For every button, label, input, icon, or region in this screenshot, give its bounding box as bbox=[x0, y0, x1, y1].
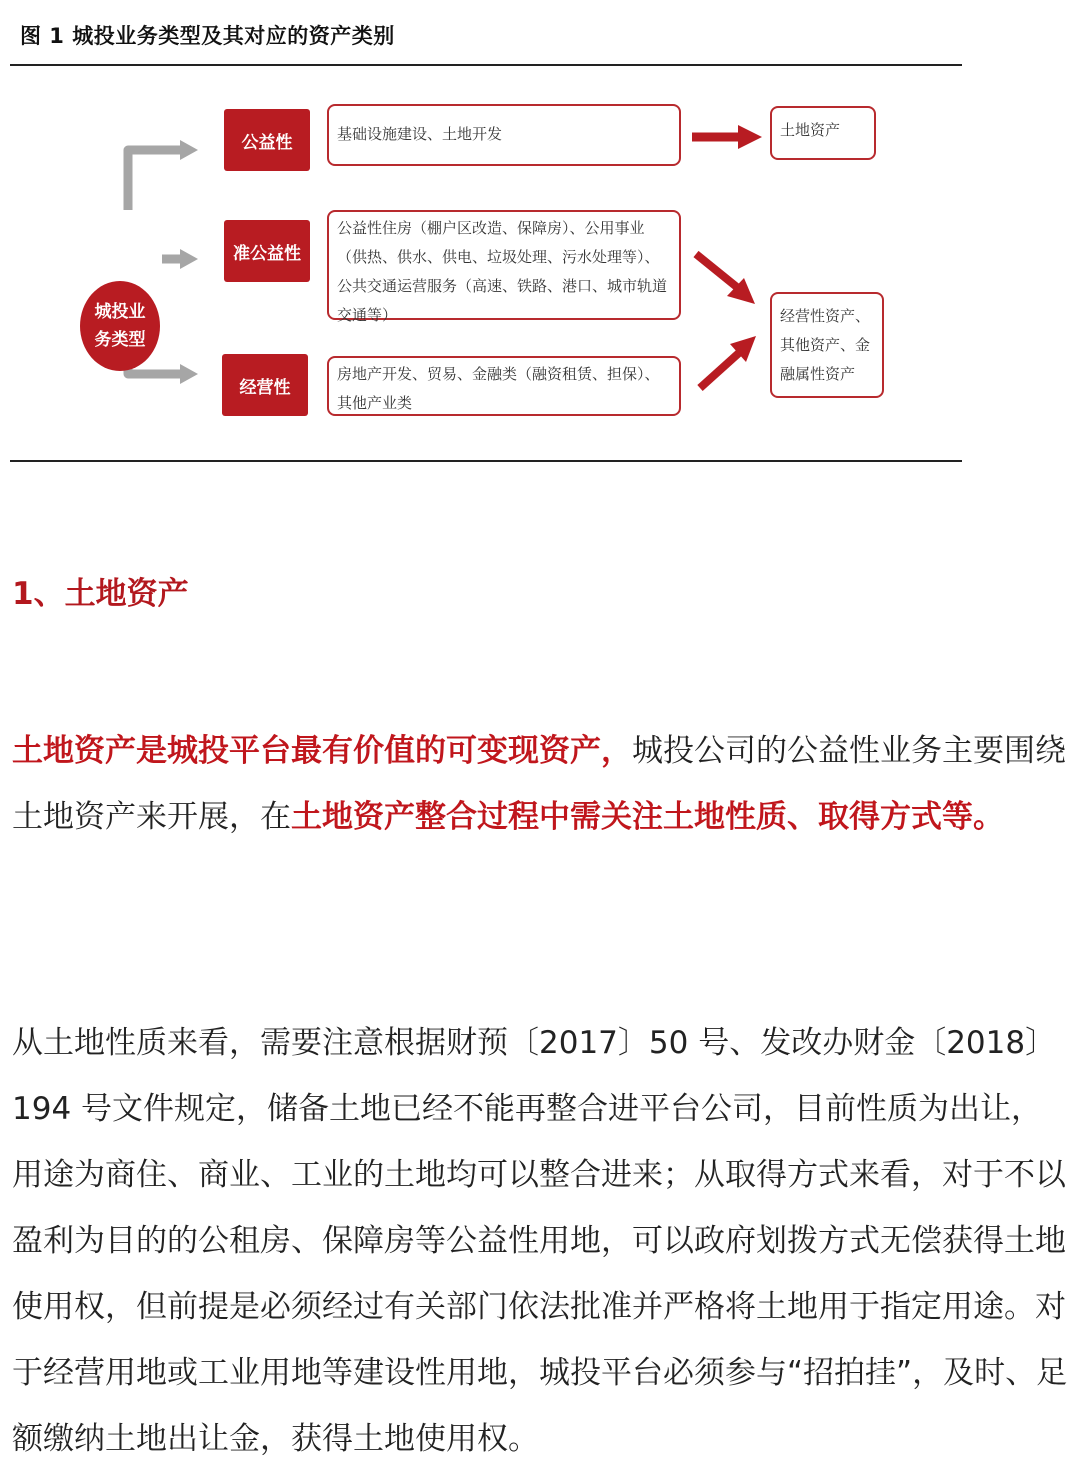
root-node bbox=[80, 281, 160, 371]
figure-title: 图 1 城投业务类型及其对应的资产类别 bbox=[20, 24, 395, 48]
desc-public-welfare: 基础设施建设、土地开发 bbox=[327, 104, 681, 166]
category-label: 准公益性 bbox=[233, 243, 301, 264]
category-quasi-public bbox=[224, 220, 310, 282]
business-type-diagram bbox=[0, 70, 1000, 470]
highlight-land-value: 土地资产是城投平台最有价值的可变现资产， bbox=[12, 733, 632, 769]
paragraph-land-nature: 从土地性质来看，需要注意根据财预〔2017〕50 号、发改办财金〔2018〕194 号文件规定，储备土地已经不能再整合进平台公司，目前性质为出让，用途为商住、商业、工业的土地均可以整合进来；从取得方式来看，对于不以盈利为目的的公租房、保障房等公益性用地，可以政府划拨方式无偿获得土地使用权，但前提是必须经过有关部门依法批准并严格将土地用于指定用途。对于经营用地或工业用地等建设性用地，城投平台必须参与“招拍挂”，及时、足额缴纳土地出让金，获得土地使用权。 bbox=[12, 1025, 1068, 1457]
bottom-rule bbox=[10, 460, 962, 462]
category-label: 经营性 bbox=[239, 377, 291, 398]
category-operating bbox=[222, 354, 308, 416]
top-rule bbox=[10, 64, 962, 66]
paragraph-land-value bbox=[12, 718, 1072, 850]
highlight-integration-focus: 土地资产整合过程中需关注土地性质、取得方式等。 bbox=[291, 799, 1004, 835]
section-heading: 1、土地资产 bbox=[12, 576, 189, 612]
category-public-welfare bbox=[224, 109, 310, 171]
paragraph-text: 城投公司的公益性业务主要围绕土地资产来开展，在 bbox=[12, 733, 1066, 835]
desc-quasi-public: 公益性住房（棚户区改造、保障房）、公用事业（供热、供水、供电、垃圾处理、污水处理等）、公共交通运营服务（高速、铁路、港口、城市轨道交通等） bbox=[327, 210, 681, 320]
gray-arrow-top bbox=[128, 150, 182, 210]
asset-land: 土地资产 bbox=[770, 106, 876, 160]
desc-operating: 房地产开发、贸易、金融类（融资租赁、担保）、其他产业类 bbox=[327, 356, 681, 416]
root-label: 城投业务类型 bbox=[94, 302, 146, 350]
category-label: 公益性 bbox=[241, 132, 293, 153]
asset-operating-other-financial: 经营性资产、其他资产、金融属性资产 bbox=[770, 292, 884, 398]
